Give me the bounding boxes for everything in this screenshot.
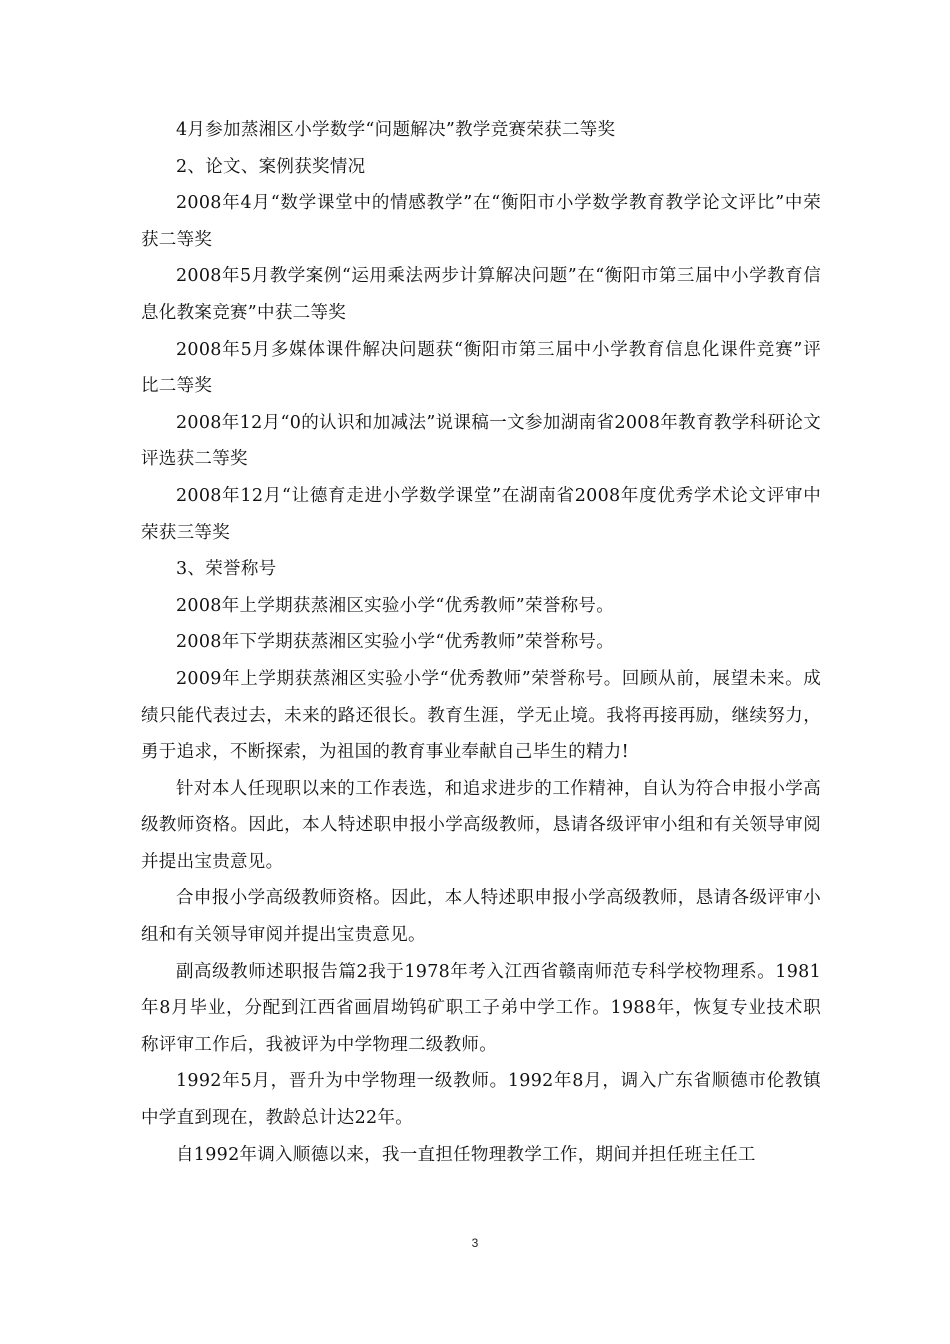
paragraph: 2009年上学期获蒸湘区实验小学“优秀教师”荣誉称号。回顾从前，展望未来。成绩只能代表过去，未来的路还很长。教育生涯，学无止境。我将再接再励，继续努力，勇于追求，不断探索，为祖国的教育事业奉献自己毕生的精力! <box>141 668 821 763</box>
paragraph: 2008年5月多媒体课件解决问题获“衡阳市第三届中小学教育信息化课件竞赛”评比二等奖 <box>141 339 821 397</box>
section-heading-papers: 2、论文、案例获奖情况 <box>176 156 366 177</box>
paragraph: 2008年12月“让德育走进小学数学课堂”在湖南省2008年度优秀学术论文评审中荣获三等奖 <box>141 485 821 543</box>
paragraph: 2008年4月“数学课堂中的情感教学”在“衡阳市小学数学教育教学论文评比”中荣获二等奖 <box>141 193 821 250</box>
paragraph: 2008年12月“0的认识和加减法”说课稿一文参加湖南省2008年教育教学科研论文评选获二等奖 <box>141 412 821 470</box>
paragraph: 1992年5月，晋升为中学物理一级教师。1992年8月，调入广东省顺德市伦教镇中学直到现在，教龄总计达22年。 <box>141 1071 821 1129</box>
paragraph: 针对本人任现职以来的工作表选，和追求进步的工作精神，自认为符合申报小学高级教师资格。因此，本人特述职申报小学高级教师，恳请各级评审小组和有关领导审阅并提出宝贵意见。 <box>141 778 821 872</box>
paragraph: 副高级教师述职报告篇2我于1978年考入江西省赣南师范专科学校物理系。1981年8月毕业，分配到江西省画眉坳钨矿职工子弟中学工作。1988年，恢复专业技术职称评审工作后，我被评为中学物理二级教师。 <box>141 961 821 1055</box>
section-heading-honors: 3、荣誉称号 <box>176 559 277 580</box>
paragraph: 2008年下学期获蒸湘区实验小学“优秀教师”荣誉称号。 <box>176 632 615 653</box>
paragraph: 自1992年调入顺德以来，我一直担任物理教学工作，期间并担任班主任工 <box>176 1144 756 1165</box>
paragraph: 合申报小学高级教师资格。因此，本人特述职申报小学高级教师，恳请各级评审小组和有关领导审阅并提出宝贵意见。 <box>141 888 821 946</box>
document-body <box>141 112 821 1173</box>
paragraph: 4月参加蒸湘区小学数学“问题解决”教学竞赛荣获二等奖 <box>176 120 616 140</box>
paragraph: 2008年上学期获蒸湘区实验小学“优秀教师”荣誉称号。 <box>176 595 615 616</box>
page-number: 3 <box>471 1236 479 1250</box>
paragraph: 2008年5月教学案例“运用乘法两步计算解决问题”在“衡阳市第三届中小学教育信息化教案竞赛”中获二等奖 <box>141 266 821 323</box>
